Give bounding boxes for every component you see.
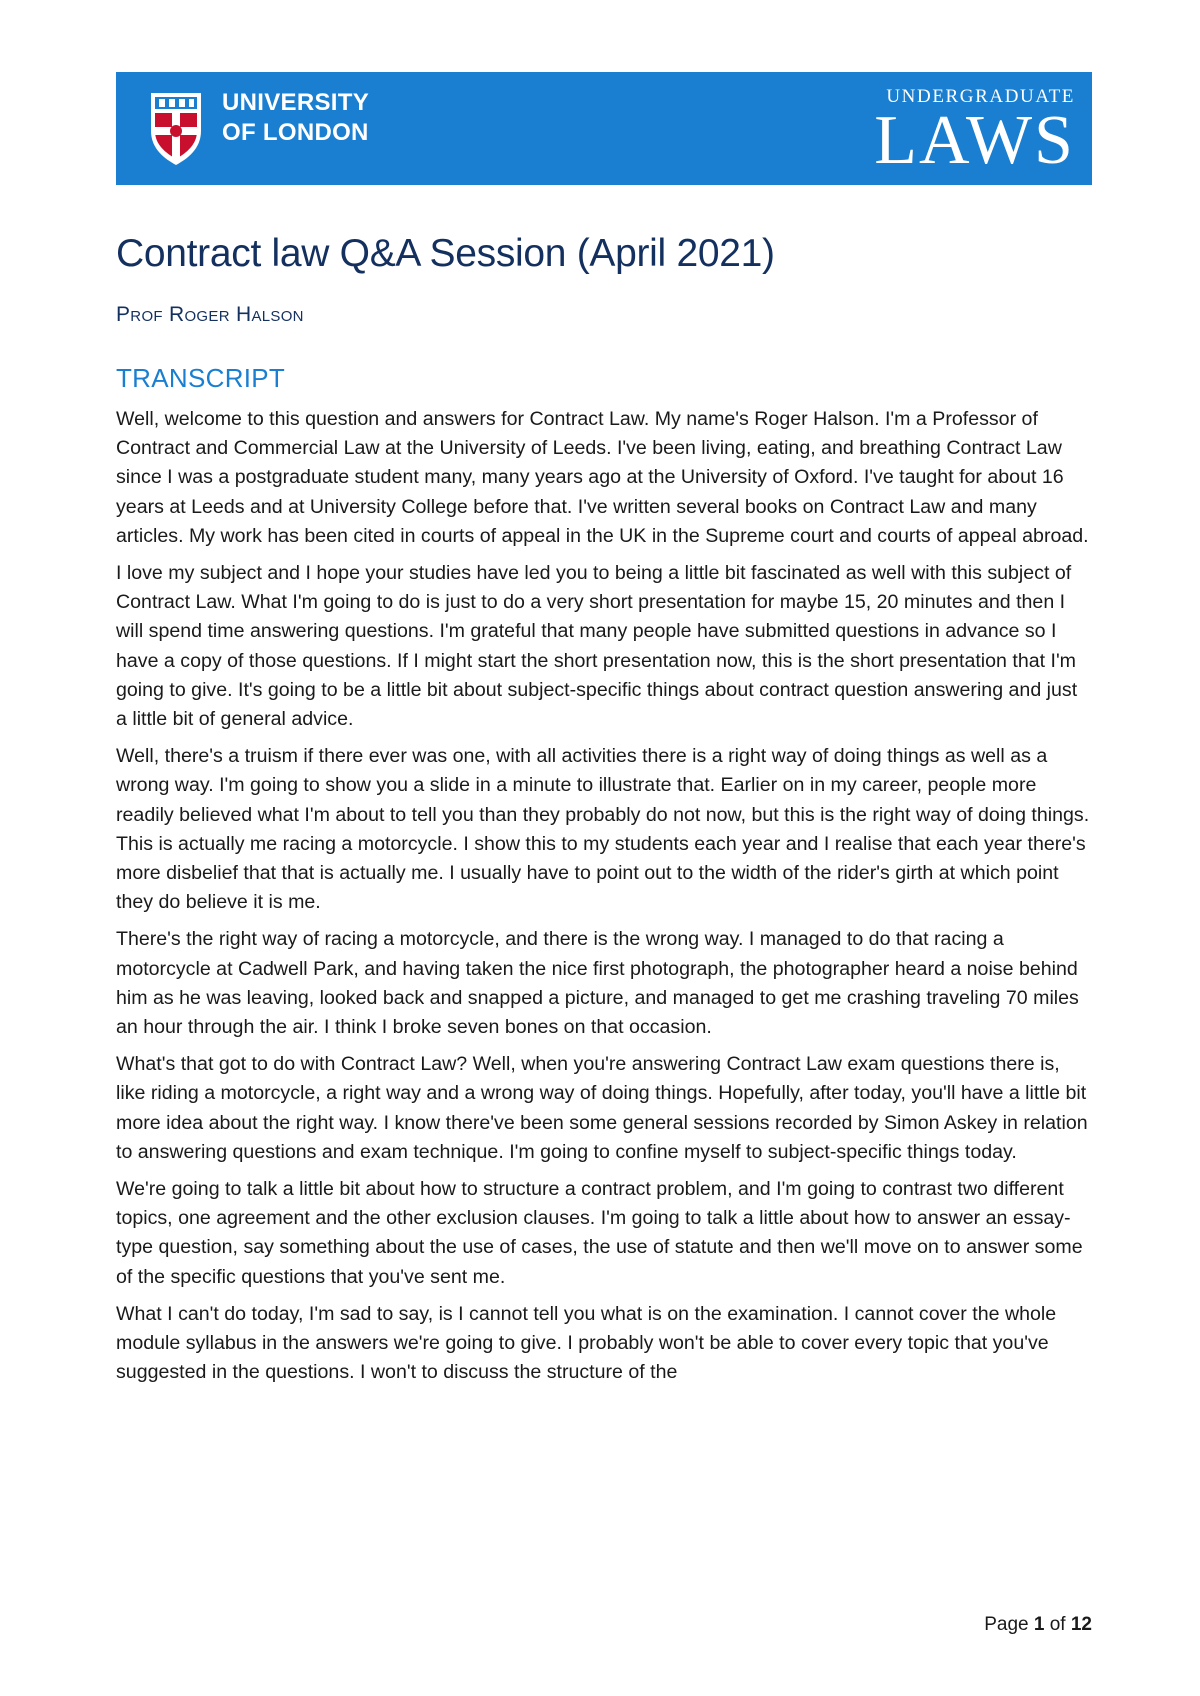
page-number <box>984 1614 1092 1636</box>
transcript-body <box>116 405 1092 1396</box>
document-title: Contract law Q&A Session (April 2021) <box>116 232 775 275</box>
page-total: 12 <box>1070 1614 1092 1635</box>
paragraph: Well, there's a truism if there ever was one, with all activities there is a right way of doing things as well as a wrong way. I'm going to show you a slide in a minute to illustrate that. Earlier on in my career, people more readily believed what I'm about to tell you than they probably do not now, but this is the right way of doing things. This is actually me racing a motorcycle. I show this to my students each year and I realise that each year there's more disbelief that that is actually me. I usually have to point out to the width of the rider's girth at which point they do believe it is me. <box>116 745 1090 914</box>
programme-big-text: LAWS <box>874 102 1075 179</box>
paragraph: Well, welcome to this question and answers for Contract Law. My name's Roger Halson. I'm a Professor of Contract and Commercial Law at the University of Leeds. I've been living, eating, and breathing Contract Law since I was a postgraduate student many, many years ago at the University of Oxford. I've taught for about 16 years at Leeds and at University College before that. I've written several books on Contract Law and many articles. My work has been cited in courts of appeal in the UK in the Supreme court and courts of appeal abroad. <box>116 408 1089 547</box>
paragraph: What I can't do today, I'm sad to say, is I cannot tell you what is on the examination. I cannot cover the whole module syllabus in the answers we're going to give. I probably won't be able to cover every topic that you've suggested in the questions. I won't to discuss the structure of the <box>116 1302 1057 1384</box>
programme-small-text: UNDERGRADUATE <box>886 86 1075 107</box>
paragraph: I love my subject and I hope your studies have led you to being a little bit fascinated as well with this subject of Contract Law. What I'm going to do is just to do a very short presentation for maybe 15, 20 minutes and then I will spend time answering questions. I'm grateful that many people have submitted questions in advance so I have a copy of those questions. If I might start the short presentation now, this is the short presentation that I'm going to give. It's going to be a little bit about subject-specific things about contract question answering and just a little bit of general advice. <box>116 562 1078 731</box>
paragraph: We're going to talk a little bit about how to structure a contract problem, and I'm going to contrast two different topics, one agreement and the other exclusion clauses. I'm going to talk a little about how to answer an essay-type question, say something about the use of cases, the use of statute and then we'll move on to answer some of the specific questions that you've sent me. <box>116 1178 1083 1288</box>
page-word: Page <box>984 1614 1029 1635</box>
of-word: of <box>1049 1614 1066 1635</box>
university-line-2: OF LONDON <box>222 119 369 146</box>
paragraph: What's that got to do with Contract Law? Well, when you're answering Contract Law exam questions there is, like riding a motorcycle, a right way and a wrong way of doing things. Hopefully, after today, you'll have a little bit more idea about the right way. I know there've been some general sessions recorded by Simon Askey in relation to answering questions and exam technique. I'm going to confine myself to subject-specific things today. <box>116 1053 1088 1163</box>
programme-logo <box>874 86 1075 179</box>
author-name: Prof Roger Halson <box>116 303 304 326</box>
university-logo-text <box>222 88 369 148</box>
university-crest-icon <box>147 89 205 167</box>
paragraph: There's the right way of racing a motorcycle, and there is the wrong way. I managed to do that racing a motorcycle at Cadwell Park, and having taken the nice first photograph, the photographer heard a noise behind him as he was leaving, looked back and snapped a picture, and managed to get me crashing traveling 70 miles an hour through the air. I think I broke seven bones on that occasion. <box>116 928 1079 1039</box>
university-line-1: UNIVERSITY <box>222 89 370 116</box>
page-current: 1 <box>1033 1614 1045 1635</box>
section-heading: TRANSCRIPT <box>116 363 286 393</box>
